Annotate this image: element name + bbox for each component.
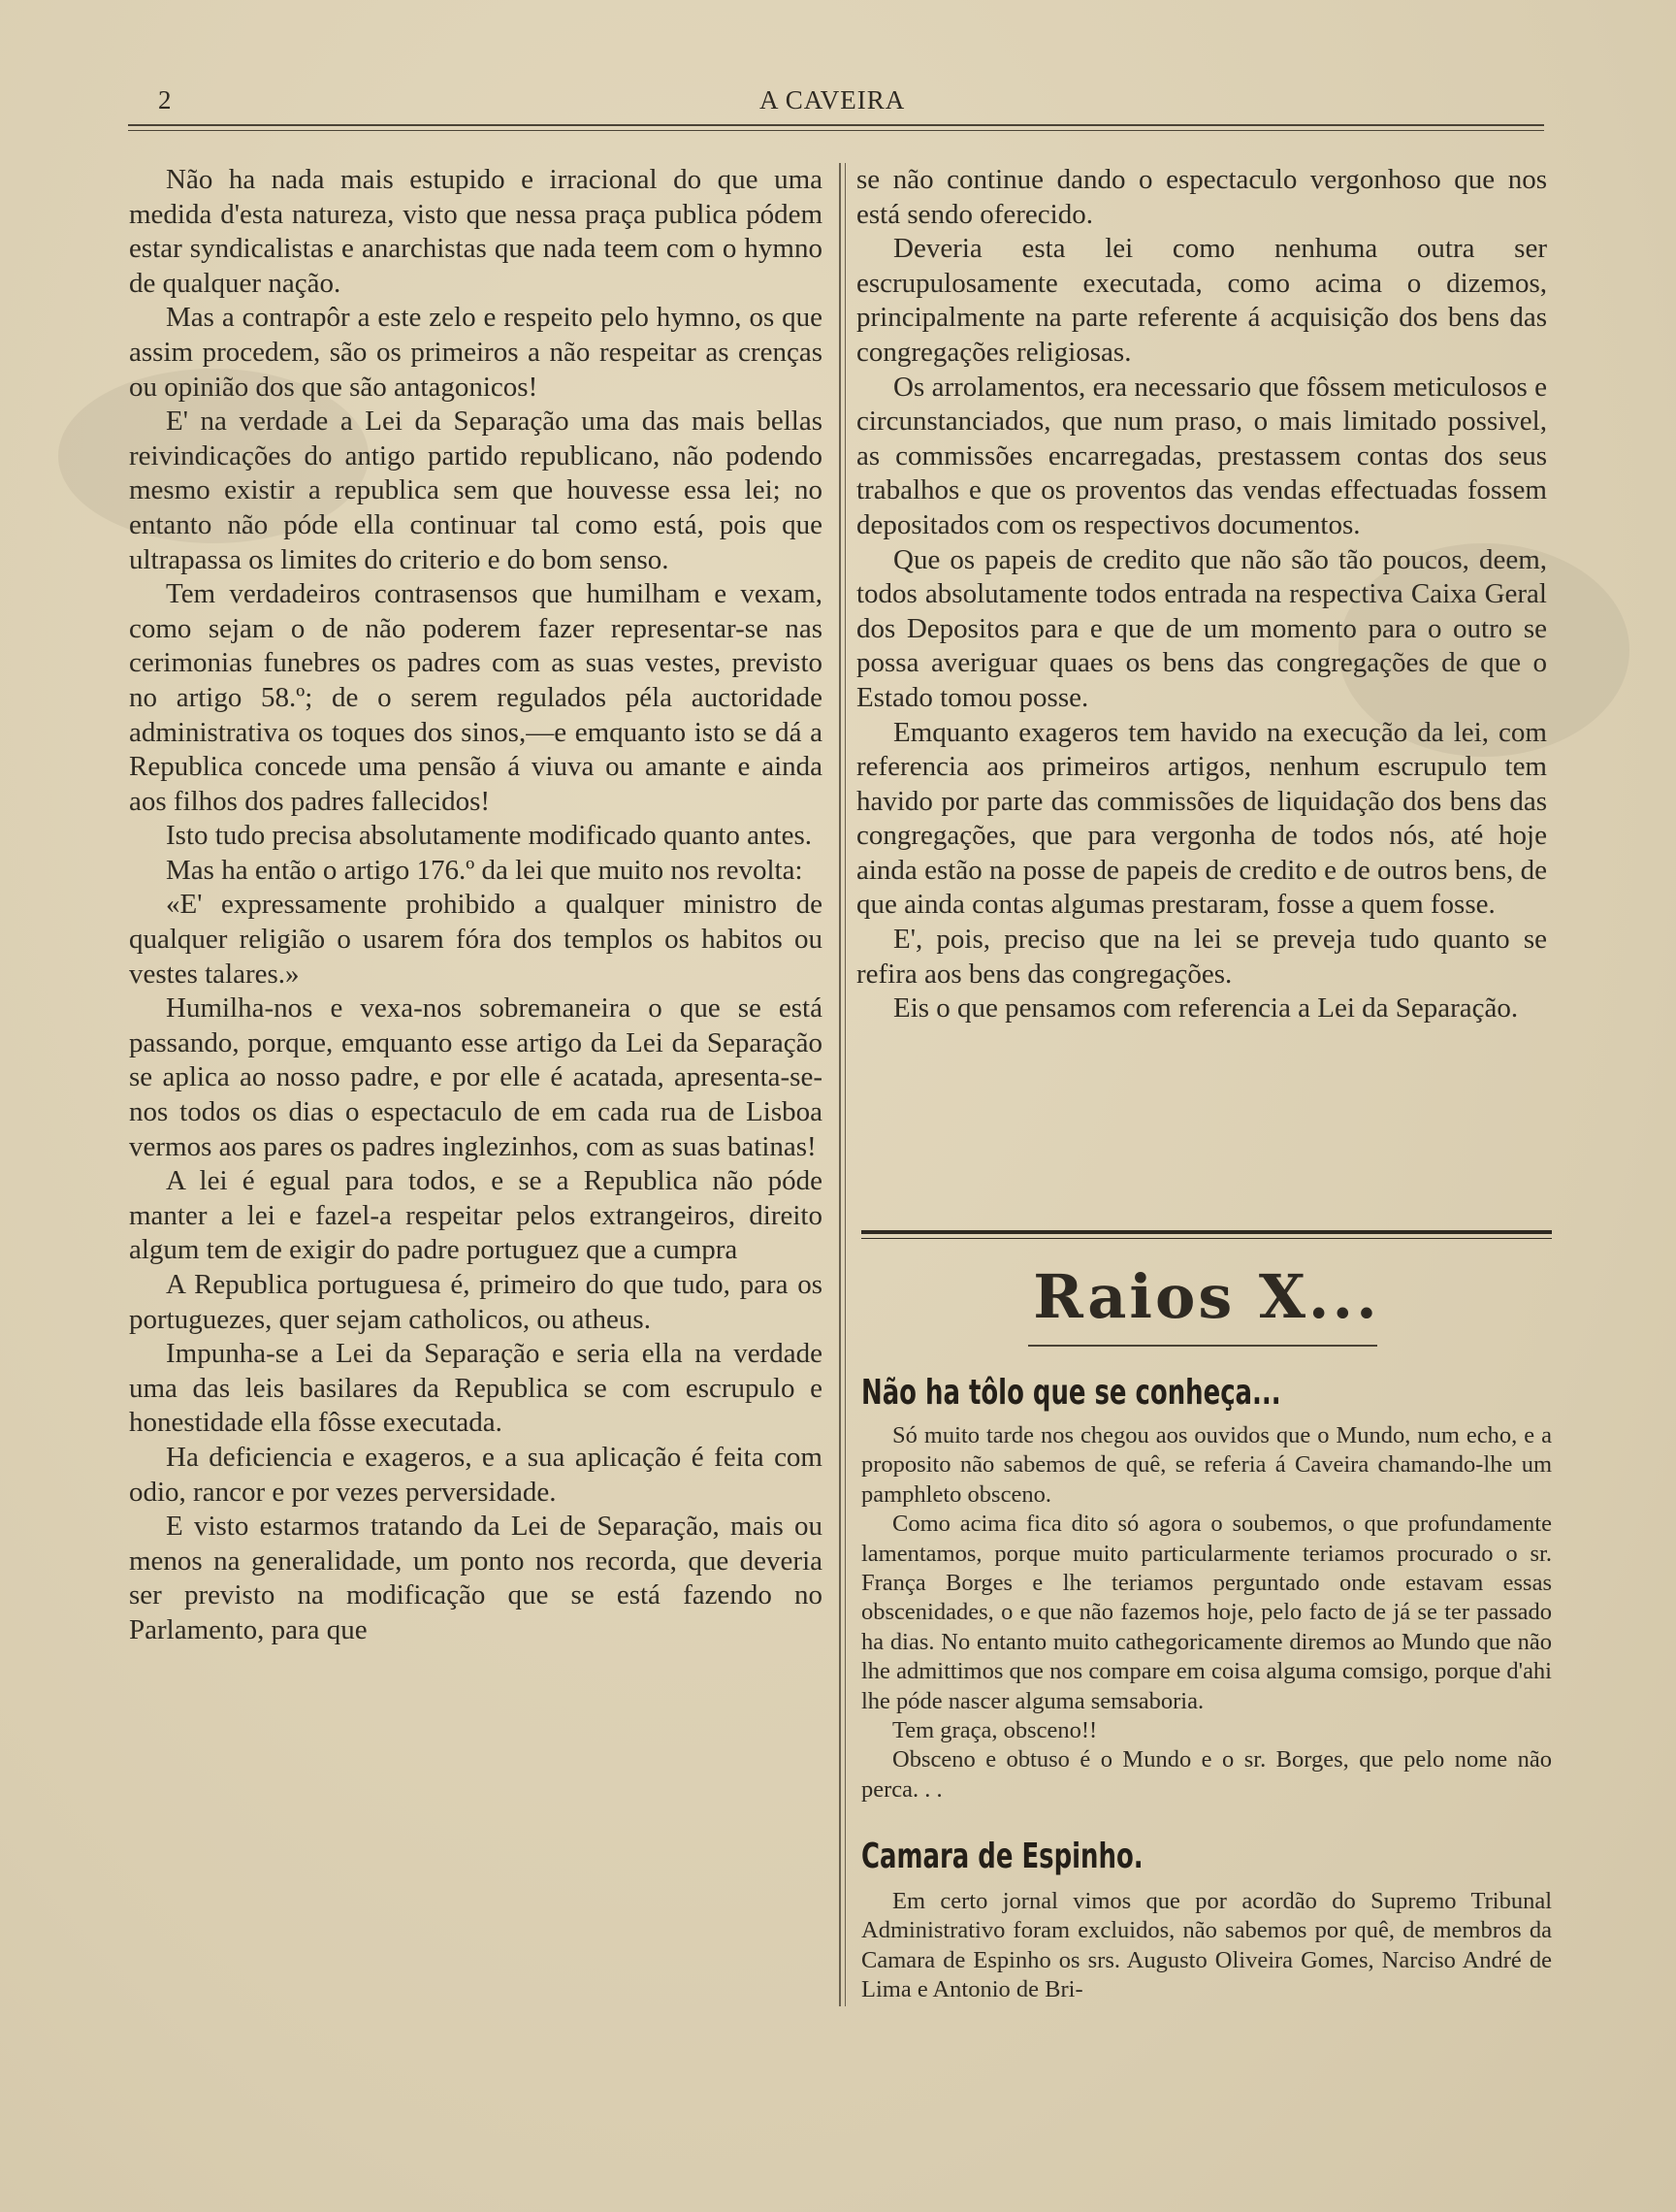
column-divider	[839, 163, 841, 2006]
page-number: 2	[158, 85, 173, 114]
paragraph: Em certo jornal vimos que por acordão do Supremo Tribunal Administrativo foram excluidos, não sabemos por quê, de membros da Camara de Espinho os srs. Augusto Oliveira Gomes, Narciso André de Lima e Antonio de Bri-	[861, 1888, 1552, 2003]
paragraph: Emquanto exageros tem havido na execução da lei, com referencia aos primeiros artigos, nenhum escrupulo tem havido por parte das commissões de liquidação dos bens das congregações, que para vergonha de todos nós, até hoje ainda estão na posse de papeis de credito e de outros bens, de que ainda contas algumas prestaram, fosse a quem fosse.	[856, 716, 1547, 921]
paragraph: Que os papeis de credito que não são tão poucos, deem, todos absolutamente todos entrada na respectiva Caixa Geral dos Depositos para e que de um momento para o outro se possa averiguar quaes os bens das congregações de que o Estado tomou posse.	[856, 543, 1547, 713]
paragraph: Mas a contrapôr a este zelo e respeito pelo hymno, os que assim procedem, são os primeiros a não respeitar as crenças ou opinião dos que são antagonicos!	[129, 302, 822, 403]
right-column	[856, 163, 1547, 1026]
article-body	[861, 1887, 1552, 2005]
paragraph: A lei é egual para todos, e se a Republica não póde manter a lei e fazel-a respeitar pelos extrangeiros, direito algum tem de exigir do padre portuguez que a cumpra	[129, 1165, 822, 1266]
paragraph: Deveria esta lei como nenhuma outra ser escrupulosamente executada, como acima o dizemos, principalmente na parte referente á acquisição dos bens das congregações religiosas.	[856, 233, 1547, 368]
header-rule	[128, 124, 1544, 126]
paragraph: «E' expressamente prohibido a qualquer ministro de qualquer religião o usarem fóra dos templos os habitos ou vestes talares.»	[129, 889, 822, 990]
left-column	[129, 163, 822, 1648]
paragraph: Isto tudo precisa absolutamente modificado quanto antes.	[166, 820, 813, 852]
paragraph: E', pois, preciso que na lei se preveja tudo quanto se refira aos bens das congregações.	[856, 924, 1547, 990]
header-rule	[128, 130, 1544, 131]
paragraph: Ha deficiencia e exageros, e a sua aplicação é feita com odio, rancor e por vezes perversidade.	[129, 1441, 822, 1508]
article-body	[861, 1421, 1552, 1805]
section-rule	[861, 1238, 1552, 1239]
masthead-name: A CAVEIRA	[759, 85, 906, 114]
paragraph: Humilha-nos e vexa-nos sobremaneira o que se está passando, porque, emquanto esse artigo da Lei da Separação se aplica ao nosso padre, e por elle é acatada, apresenta-se-nos todos os dias o espectaculo de em cada rua de Lisboa vermos aos pares os padres inglezinhos, com as suas batinas!	[129, 992, 822, 1162]
section-underline	[1028, 1345, 1377, 1347]
paragraph: Os arrolamentos, era necessario que fôssem meticulosos e circunstanciados, que num praso, o mais limitado possivel, as commissões encarregadas, prestassem contas dos seus trabalhos e que os proventos das vendas effectuadas fossem depositados com os respectivos documentos.	[856, 371, 1547, 540]
article-heading: Camara de Espinho.	[861, 1837, 1144, 1876]
paragraph: E' na verdade a Lei da Separação uma das mais bellas reivindicações do antigo partido republicano, não podendo mesmo existir a republica sem que houvesse essa lei; no entanto não póde ella continuar tal como está, pois que ultrapassa os limites do criterio e do bom senso.	[129, 406, 822, 575]
paragraph: A Republica portuguesa é, primeiro do que tudo, para os portuguezes, quer sejam catholicos, ou atheus.	[129, 1269, 822, 1335]
paragraph: se não continue dando o espectaculo vergonhoso que nos está sendo oferecido.	[856, 164, 1547, 230]
paragraph: Mas ha então o artigo 176.º da lei que muito nos revolta:	[166, 854, 803, 886]
column-divider	[845, 163, 846, 2006]
paragraph: Tem graça, obsceno!!	[892, 1717, 1098, 1744]
running-head	[158, 85, 1545, 124]
paragraph: Como acima fica dito só agora o soubemos, o que profundamente lamentamos, porque muito particularmente teriamos procurado o sr. França Borges e lhe teriamos perguntado onde estavam essas obscenidades, o e que não fazemos hoje, pelo facto de já se ter passado ha dias. No entanto muito cathegoricamente diremos ao Mundo que não lhe admittimos que nos compare em coisa alguma comsigo, porque d'ahi lhe póde nascer alguma semsaboria.	[861, 1511, 1552, 1714]
paragraph: E visto estarmos tratando da Lei de Separação, mais ou menos na generalidade, um ponto nos recorda, que deveria ser previsto na modificação que se está fazendo no Parlamento, para que	[129, 1511, 822, 1645]
paragraph: Tem verdadeiros contrasensos que humilham e vexam, como sejam o de não poderem fazer representar-se nas cerimonias funebres os padres com as suas vestes, previsto no artigo 58.º; de o serem regulados péla auctoridade administrativa os toques dos sinos,—e emquanto isto se dá a Republica concede uma pensão á viuva ou amante e ainda aos filhos dos padres fallecidos!	[129, 578, 822, 817]
paragraph: Eis o que pensamos com referencia a Lei da Separação.	[893, 992, 1519, 1025]
article-heading: Não ha tôlo que se conheça...	[861, 1373, 1281, 1413]
paragraph: Não ha nada mais estupido e irracional do que uma medida d'esta natureza, visto que nessa praça publica pódem estar syndicalistas e anarchistas que nada teem com o hymno de qualquer nação.	[129, 164, 822, 299]
section-title: Raios X...	[1033, 1261, 1380, 1332]
paragraph: Só muito tarde nos chegou aos ouvidos que o Mundo, num echo, e a proposito não sabemos de quê, se referia á Caveira chamando-lhe um pamphleto obsceno.	[861, 1422, 1552, 1508]
paragraph: Impunha-se a Lei da Separação e seria ella na verdade uma das leis basilares da Republica se com escrupulo e honestidade ella fôsse executada.	[129, 1338, 822, 1439]
paragraph: Obsceno e obtuso é o Mundo e o sr. Borges, que pelo nome não perca. . .	[861, 1746, 1552, 1803]
section-rule	[861, 1230, 1552, 1234]
